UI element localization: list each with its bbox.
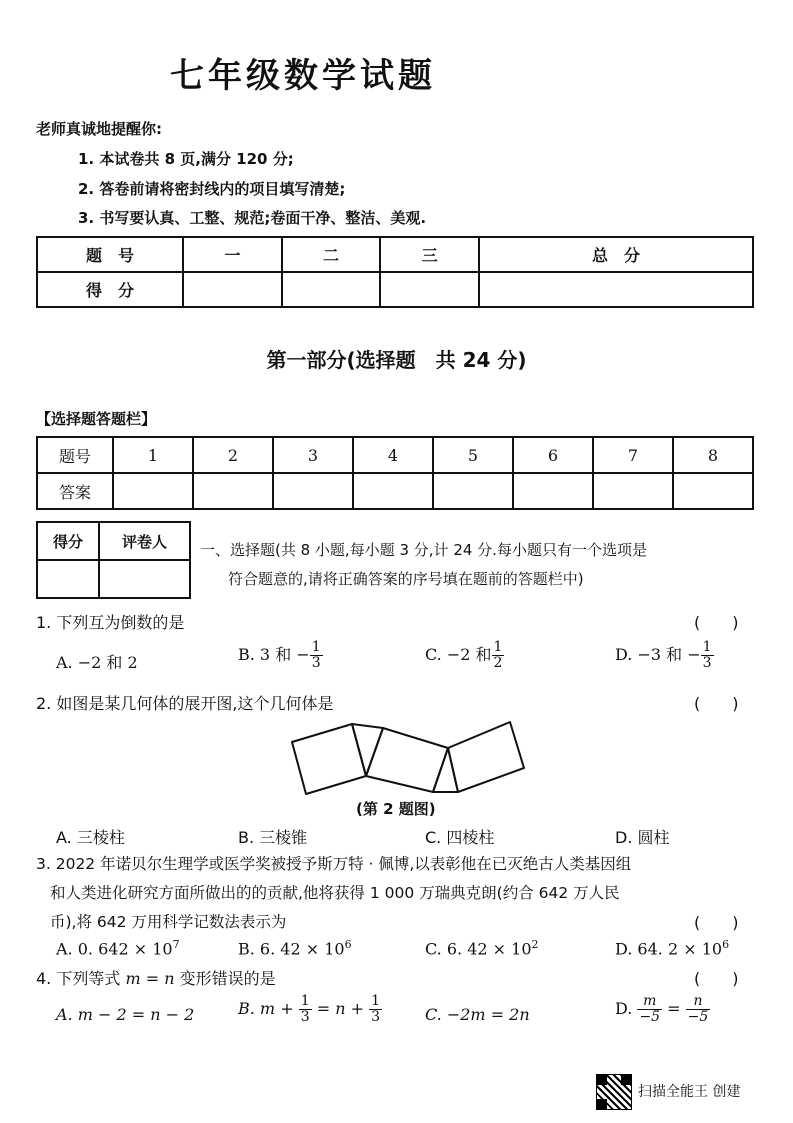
- score-table-header: 一: [183, 237, 282, 272]
- denominator: −5: [687, 1009, 709, 1025]
- fraction: [492, 640, 505, 671]
- question-1-option-c: [425, 640, 504, 671]
- question-2-option-a: A. 三棱柱: [56, 828, 125, 847]
- exponent: 6: [722, 938, 730, 951]
- denominator: 3: [311, 655, 321, 671]
- answer-cell[interactable]: [513, 473, 593, 509]
- denominator: −5: [639, 1009, 661, 1025]
- fraction: [701, 640, 714, 671]
- option-text: D.: [615, 999, 638, 1018]
- question-2-option-d: D. 圆柱: [615, 828, 670, 847]
- numerator: 1: [493, 639, 503, 655]
- score-table-header: 二: [282, 237, 381, 272]
- score-cell[interactable]: [282, 272, 381, 307]
- question-4-option-a: A. m − 2 = n − 2: [56, 1005, 195, 1024]
- numerator: 1: [371, 993, 380, 1009]
- reminder-line-2: 2. 答卷前请将密封线内的项目填写清楚;: [78, 180, 346, 198]
- net-left-triangle: [352, 724, 383, 776]
- fraction: [310, 640, 323, 671]
- answer-number: 3: [273, 437, 353, 473]
- grader-table: [36, 521, 191, 599]
- question-4-answer-bracket[interactable]: ( ): [694, 969, 739, 988]
- option-text: = n +: [311, 999, 370, 1018]
- option-text: C. −2 和: [425, 645, 492, 664]
- stem-text: 变形错误的是: [174, 969, 276, 988]
- option-text: B. m +: [238, 999, 299, 1018]
- question-3-answer-bracket[interactable]: ( ): [694, 913, 739, 932]
- qr-code-icon: [596, 1074, 632, 1110]
- answer-cell[interactable]: [193, 473, 273, 509]
- fraction: [637, 994, 662, 1025]
- score-table-header: 题 号: [37, 237, 183, 272]
- reminder-line-1: 1. 本试卷共 8 页,满分 120 分;: [78, 150, 294, 168]
- option-text: C. 6. 42 × 10: [425, 939, 532, 959]
- answer-cell[interactable]: [273, 473, 353, 509]
- question-4-option-d: [615, 994, 710, 1025]
- answer-number: 7: [593, 437, 673, 473]
- question-3-option-c: [425, 938, 539, 958]
- page-title: 七年级数学试题: [170, 56, 436, 96]
- figure-caption: (第 2 题图): [356, 800, 436, 818]
- question-3-option-a: [56, 938, 180, 958]
- exponent: 7: [172, 938, 180, 951]
- option-text: =: [662, 999, 686, 1018]
- numerator: 1: [702, 639, 712, 655]
- score-cell[interactable]: [183, 272, 282, 307]
- answer-cell[interactable]: [113, 473, 193, 509]
- answer-cell[interactable]: [353, 473, 433, 509]
- denominator: 3: [300, 1009, 310, 1025]
- answer-cell[interactable]: [593, 473, 673, 509]
- exponent: 2: [531, 938, 539, 951]
- question-4-option-b: [238, 994, 382, 1025]
- question-3-option-d: [615, 938, 729, 958]
- answer-cell[interactable]: [673, 473, 753, 509]
- grader-score-label: 得分: [37, 522, 99, 560]
- section-title: 第一部分(选择题 共 24 分): [266, 348, 527, 372]
- section-instruction: [200, 536, 647, 594]
- instruction-line-1: 一、选择题(共 8 小题,每小题 3 分,计 24 分.每小题只有一个选项是: [200, 541, 647, 559]
- numerator: 1: [300, 993, 310, 1009]
- denominator: 2: [493, 655, 503, 671]
- score-table: [36, 236, 754, 308]
- stem-equation: m = n: [125, 969, 175, 988]
- scanner-watermark: [596, 1074, 740, 1110]
- question-3-line-2: 和人类进化研究方面所做出的的贡献,他将获得 1 000 万瑞典克朗(约合 642 万人民: [50, 884, 620, 902]
- answer-number: 1: [113, 437, 193, 473]
- question-1-option-a: A. −2 和 2: [56, 653, 138, 672]
- score-cell[interactable]: [380, 272, 479, 307]
- question-4-stem: [36, 966, 276, 989]
- question-2-option-c: C. 四棱柱: [425, 828, 495, 847]
- denominator: 3: [371, 1009, 380, 1025]
- watermark-text: 扫描全能王 创建: [638, 1084, 741, 1100]
- option-text: B. 3 和 −: [238, 645, 310, 664]
- stem-text: 4. 下列等式: [36, 969, 126, 988]
- option-text: B. 6. 42 × 10: [238, 939, 345, 959]
- grader-name-label: 评卷人: [99, 522, 190, 560]
- question-2-answer-bracket[interactable]: ( ): [694, 694, 739, 713]
- fraction: [686, 994, 711, 1025]
- answer-table: [36, 436, 754, 510]
- answer-number: 8: [673, 437, 753, 473]
- question-3-line-3: 币),将 642 万用科学记数法表示为: [50, 913, 287, 931]
- numerator: n: [686, 994, 711, 1010]
- score-cell[interactable]: [479, 272, 753, 307]
- answer-head: 题号: [37, 437, 113, 473]
- question-2-stem: 2. 如图是某几何体的展开图,这个几何体是: [36, 694, 334, 713]
- grader-name-cell[interactable]: [99, 560, 190, 598]
- net-figure: [288, 712, 528, 796]
- reminder-line-3: 3. 书写要认真、工整、规范;卷面干净、整洁、美观.: [78, 209, 427, 227]
- answer-number: 6: [513, 437, 593, 473]
- numerator: m: [637, 994, 662, 1010]
- answer-number: 5: [433, 437, 513, 473]
- option-text: D. 64. 2 × 10: [615, 939, 723, 959]
- option-text: A. 0. 642 × 10: [56, 939, 173, 959]
- numerator: 1: [311, 639, 321, 655]
- reminder-heading: 老师真诚地提醒你:: [36, 120, 162, 138]
- net-right-triangle: [433, 748, 458, 792]
- question-1-option-b: [238, 640, 323, 671]
- question-1-stem: 1. 下列互为倒数的是: [36, 613, 185, 632]
- answer-row-label: 答案: [37, 473, 113, 509]
- question-1-option-d: [615, 640, 714, 671]
- instruction-line-2: 符合题意的,请将正确答案的序号填在题前的答题栏中): [228, 570, 584, 588]
- grader-score-cell[interactable]: [37, 560, 99, 598]
- answer-number: 4: [353, 437, 433, 473]
- denominator: 3: [702, 655, 712, 671]
- question-3-option-b: [238, 938, 352, 958]
- answer-cell[interactable]: [433, 473, 513, 509]
- score-row-label: 得 分: [37, 272, 183, 307]
- score-table-header: 总 分: [479, 237, 753, 272]
- fraction: [299, 994, 312, 1025]
- score-table-header: 三: [380, 237, 479, 272]
- question-3-line-1: 3. 2022 年诺贝尔生理学或医学奖被授予斯万特 · 佩博,以表彰他在已灭绝古人类基因组: [36, 855, 632, 873]
- question-2-option-b: B. 三棱锥: [238, 828, 308, 847]
- question-4-option-c: C. −2m = 2n: [425, 1005, 530, 1024]
- fraction: [369, 994, 382, 1025]
- answer-bar-label: 【选择题答题栏】: [36, 410, 157, 428]
- option-text: D. −3 和 −: [615, 645, 701, 664]
- exponent: 6: [344, 938, 352, 951]
- answer-number: 2: [193, 437, 273, 473]
- net-right-rectangle: [448, 722, 524, 792]
- question-1-answer-bracket[interactable]: ( ): [694, 613, 739, 632]
